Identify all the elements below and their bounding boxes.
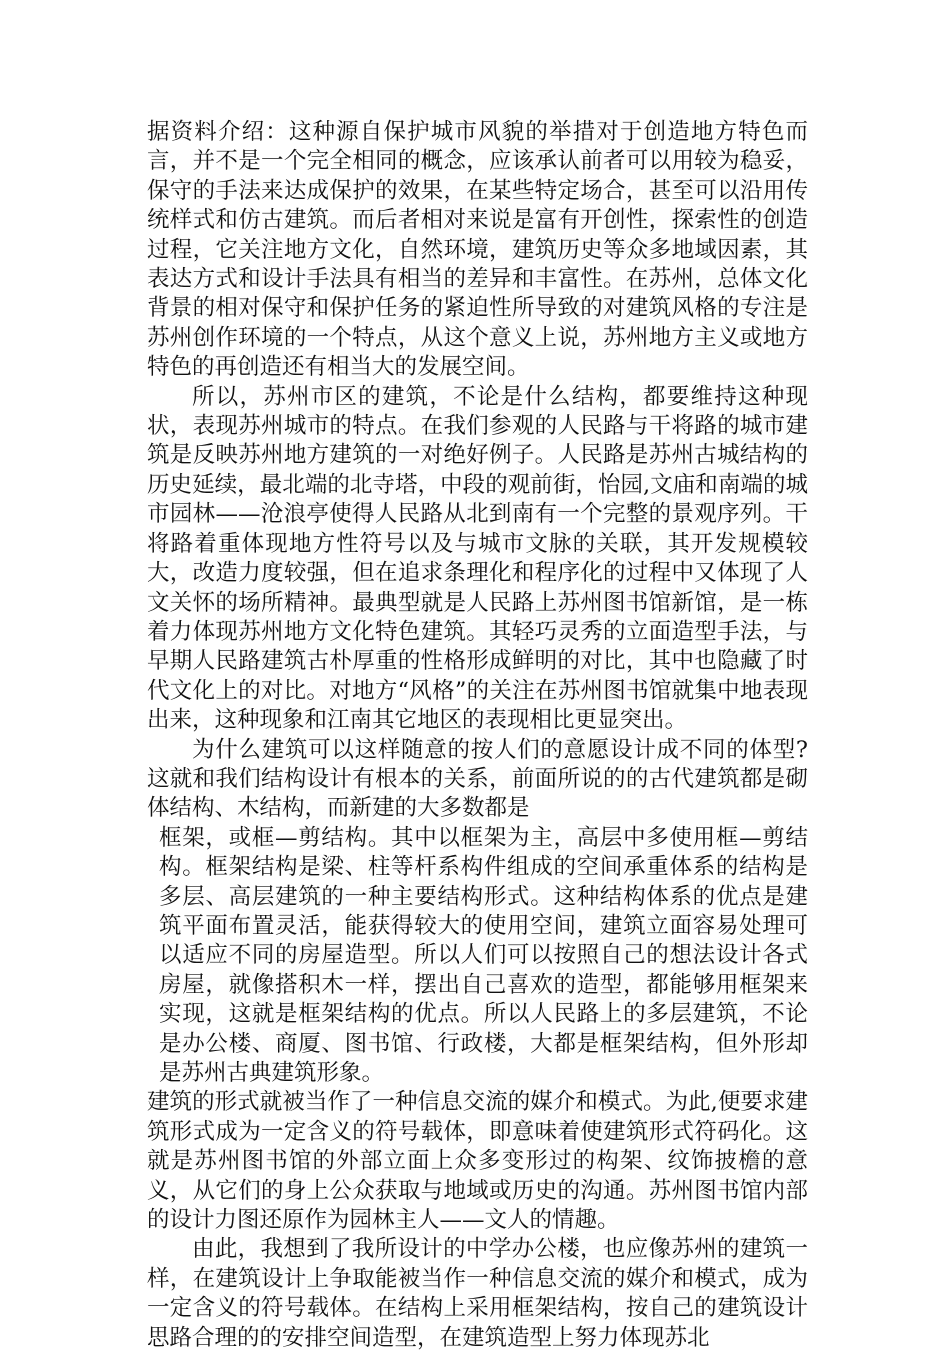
paragraph-6: 由此，我想到了我所设计的中学办公楼，也应像苏州的建筑一样，在建筑设计上争取能被当作一种信息交流的媒介和模式，成为一定含义的符号载体。在结构上采用框架结构，按自己的建筑设计思路合理的的安排空间造型，在建筑造型上努力体现苏北	[147, 1236, 808, 1351]
body-text	[147, 118, 808, 1353]
paragraph-4: 框架，或框—剪结构。其中以框架为主，高层中多使用框—剪结构。框架结构是梁、柱等杆系构件组成的空间承重体系的结构是多层、高层建筑的一种主要结构形式。这种结构体系的优点是建筑平面布置灵活，能获得较大的使用空间，建筑立面容易处理可以适应不同的房屋造型。所以人们可以按照自己的想法设计各式房屋，就像搭积木一样，摆出自己喜欢的造型，都能够用框架来实现，这就是框架结构的优点。所以人民路上的多层建筑，不论是办公楼、商厦、图书馆、行政楼，大都是框架结构，但外形却是苏州古典建筑形象。	[159, 824, 808, 1086]
paragraph-3: 为什么建筑可以这样随意的按人们的意愿设计成不同的体型?这就和我们结构设计有根本的关系，前面所说的的古代建筑都是砌体结构、木结构，而新建的大多数都是	[147, 736, 808, 822]
paragraph-1: 据资料介绍：这种源自保护城市风貌的举措对于创造地方特色而言，并不是一个完全相同的概念，应该承认前者可以用较为稳妥，保守的手法来达成保护的效果，在某些特定场合，甚至可以沿用传统样式和仿古建筑。而后者相对来说是富有开创性，探索性的创造过程，它关注地方文化，自然环境，建筑历史等众多地域因素，其表达方式和设计手法具有相当的差异和丰富性。在苏州，总体文化背景的相对保守和保护任务的紧迫性所导致的对建筑风格的专注是苏州创作环境的一个特点，从这个意义上说，苏州地方主义或地方特色的再创造还有相当大的发展空间。	[147, 119, 808, 381]
paragraph-2: 所以，苏州市区的建筑，不论是什么结构，都要维持这种现状，表现苏州城市的特点。在我们参观的人民路与干将路的城市建筑是反映苏州地方建筑的一对绝好例子。人民路是苏州古城结构的历史延续，最北端的北寺塔，中段的观前街，怡园,文庙和南端的城市园林——沧浪亭使得人民路从北到南有一个完整的景观序列。干将路着重体现地方性符号以及与城市文脉的关联，其开发规模较大，改造力度较强，但在追求条理化和程序化的过程中又体现了人文关怀的场所精神。最典型就是人民路上苏州图书馆新馆，是一栋着力体现苏州地方文化特色建筑。其轻巧灵秀的立面造型手法，与早期人民路建筑古朴厚重的性格形成鲜明的对比，其中也隐藏了时代文化上的对比。对地方“风格”的关注在苏州图书馆就集中地表现出来，这种现象和江南其它地区的表现相比更显突出。	[147, 383, 808, 734]
paragraph-5: 建筑的形式就被当作了一种信息交流的媒介和模式。为此,便要求建筑形式成为一定含义的符号载体，即意味着使建筑形式符码化。这就是苏州图书馆的外部立面上众多变形过的构架、纹饰披檐的意义，从它们的身上公众获取与地域或历史的沟通。苏州图书馆内部的设计力图还原作为园林主人——文人的情趣。	[147, 1089, 808, 1234]
